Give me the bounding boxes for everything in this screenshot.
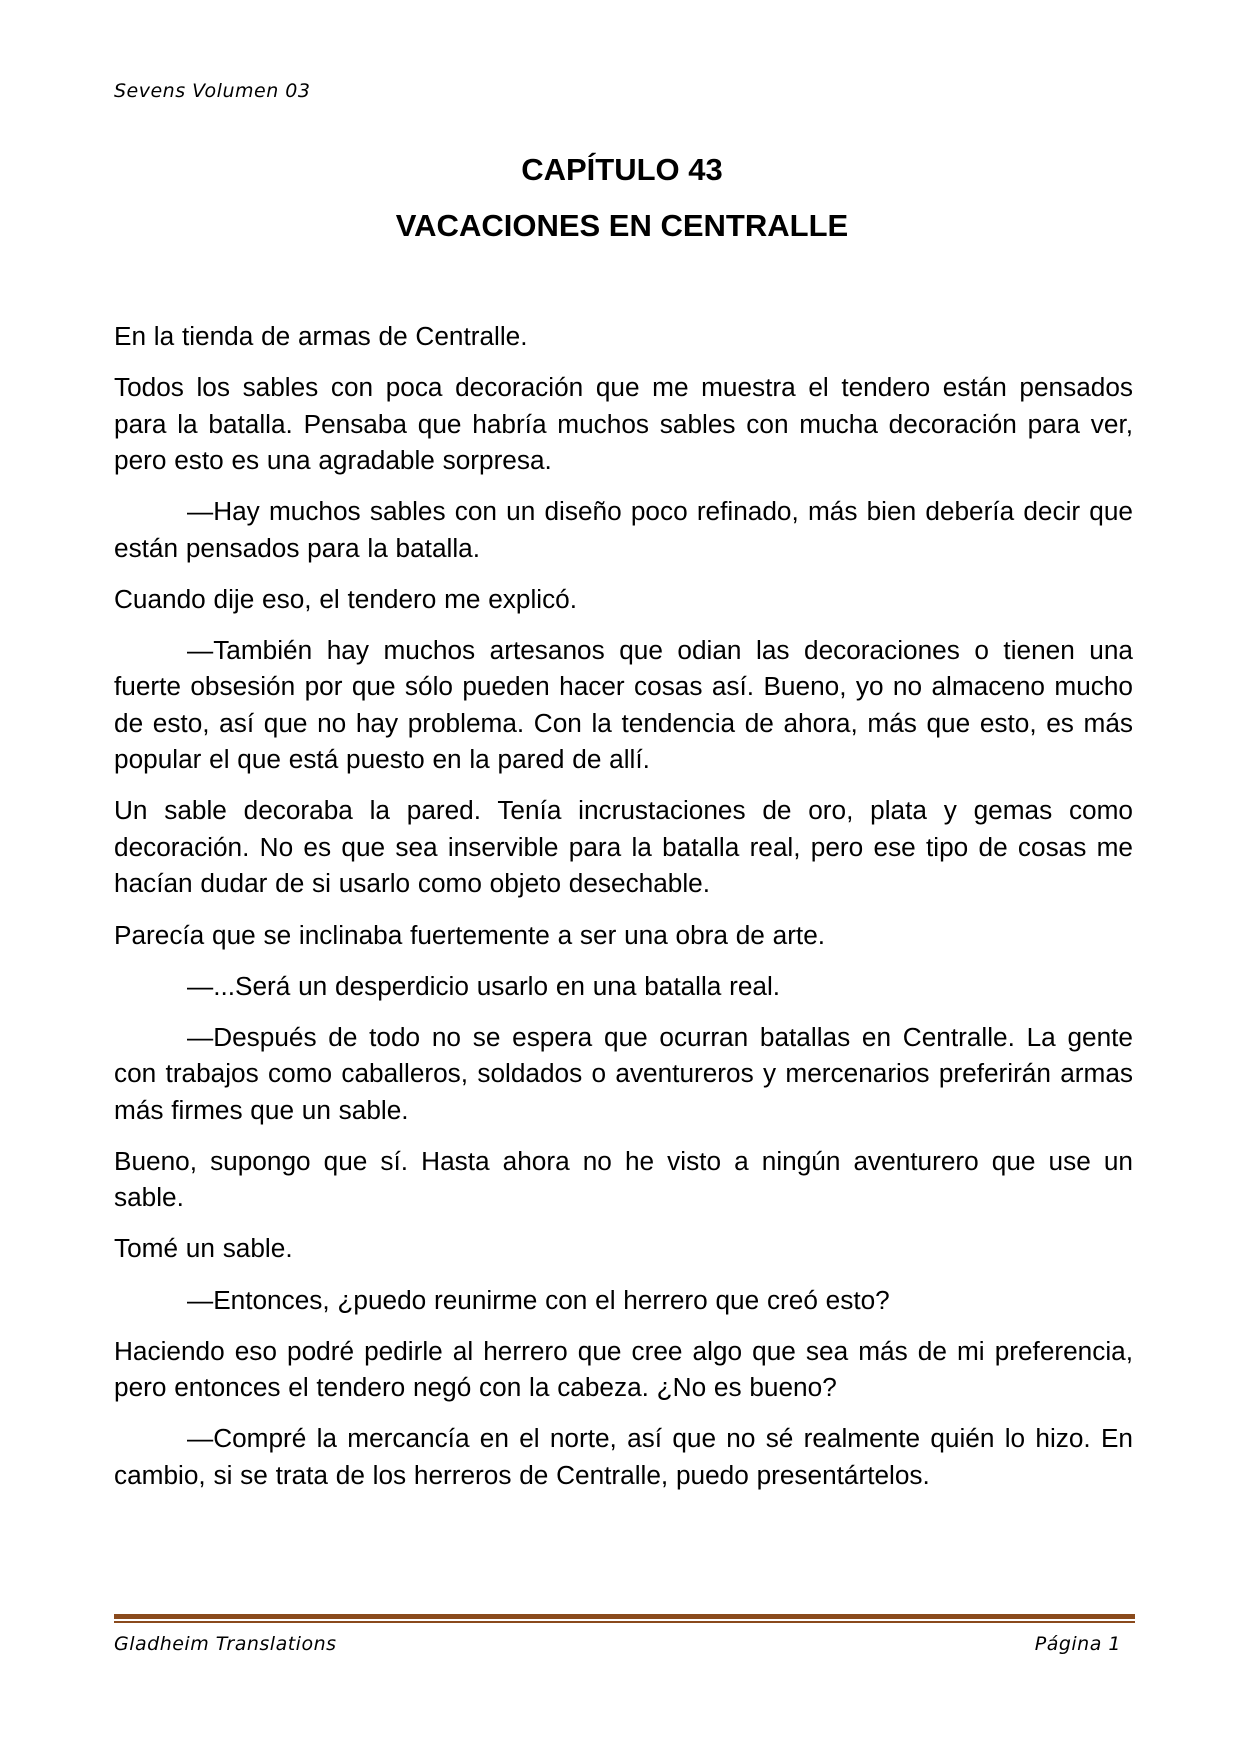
paragraph: Un sable decoraba la pared. Tenía incrustaciones de oro, plata y gemas como decoración. No es que sea inservible para la batalla real, pero ese tipo de cosas me hacían dudar de si usarlo como objeto desechable. xyxy=(114,795,1133,899)
dialogue-paragraph: —...Será un desperdicio usarlo en una batalla real. xyxy=(187,970,781,1001)
paragraph: Bueno, supongo que sí. Hasta ahora no he visto a ningún aventurero que use un sable. xyxy=(114,1145,1133,1213)
paragraph: Tomé un sable. xyxy=(114,1233,293,1264)
footer-divider-thin-line xyxy=(114,1621,1135,1623)
dialogue-paragraph: —Hay muchos sables con un diseño poco refinado, más bien debería decir que están pensados para la batalla. xyxy=(114,496,1133,563)
footer-divider xyxy=(114,1614,1135,1623)
chapter-number: CAPÍTULO 43 xyxy=(521,152,723,187)
dialogue-paragraph: —También hay muchos artesanos que odian las decoraciones o tienen una fuerte obsesión por que sólo pueden hacer cosas así. Bueno, yo no almaceno mucho de esto, así que no hay problema. Con la tendencia de ahora, más que esto, es más popular el que está puesto en la pared de allí. xyxy=(114,634,1133,775)
paragraph: Todos los sables con poca decoración que me muestra el tendero están pensados para la batalla. Pensaba que habría muchos sables con mucha decoración para ver, pero esto es una agradable sorpresa. xyxy=(114,372,1133,476)
dialogue-paragraph: —Entonces, ¿puedo reunirme con el herrero que creó esto? xyxy=(187,1284,890,1315)
dialogue-paragraph: —Después de todo no se espera que ocurran batallas en Centralle. La gente con trabajos como caballeros, soldados o aventureros y mercenarios preferirán armas más firmes que un sable. xyxy=(114,1021,1133,1125)
chapter-title: VACACIONES EN CENTRALLE xyxy=(395,208,849,243)
paragraph: En la tienda de armas de Centralle. xyxy=(114,321,528,351)
chapter-body xyxy=(114,318,1133,1508)
running-header: Sevens Volumen 03 xyxy=(114,80,311,102)
page-number: Página 1 xyxy=(1034,1633,1121,1655)
dialogue-paragraph: —Compré la mercancía en el norte, así que no sé realmente quién lo hizo. En cambio, si se trata de los herreros de Centralle, puedo presentártelos. xyxy=(114,1423,1133,1490)
footer-publisher: Gladheim Translations xyxy=(114,1633,337,1655)
paragraph: Parecía que se inclinaba fuertemente a ser una obra de arte. xyxy=(114,919,826,950)
footer-divider-thick-line xyxy=(114,1614,1135,1619)
paragraph: Cuando dije eso, el tendero me explicó. xyxy=(114,583,578,614)
paragraph: Haciendo eso podré pedirle al herrero que cree algo que sea más de mi preferencia, pero entonces el tendero negó con la cabeza. ¿No es bueno? xyxy=(114,1335,1133,1403)
